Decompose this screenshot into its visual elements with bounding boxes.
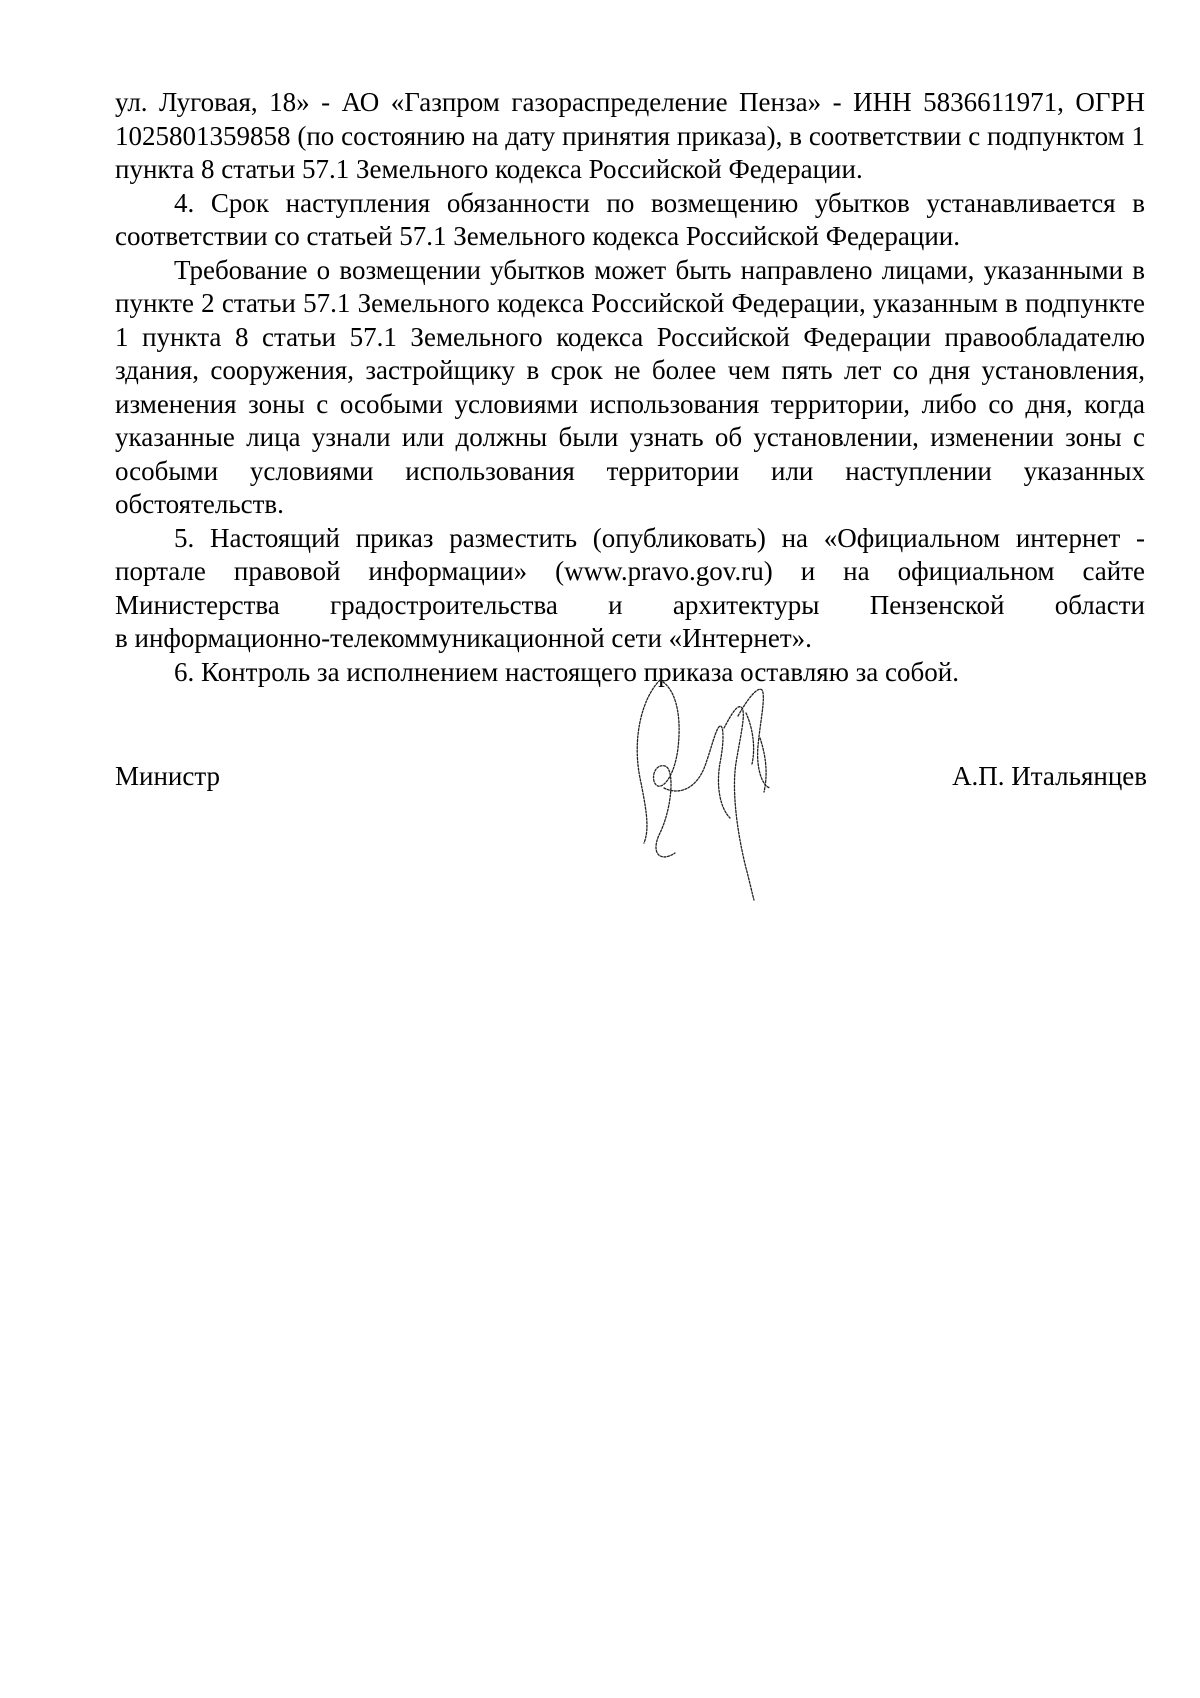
handwritten-signature-icon [620, 668, 790, 908]
signatory-name: А.П. Итальянцев [952, 761, 1147, 791]
paragraph-item-4: 4. Срок наступления обязанности по возмещению убытков устанавливается в соответствии со статьей 57.1 Земельного кодекса Российской Федерации. [115, 187, 1145, 251]
paragraph-item-6: 6. Контроль за исполнением настоящего приказа оставляю за собой. [174, 656, 959, 687]
paragraph-continuation: ул. Луговая, 18» - АО «Газпром газораспределение Пенза» - ИНН 5836611971, ОГРН 1025801359858 (по состоянию на дату принятия приказа), в соответствии с подпунктом 1 пункта 8 статьи 57.1 Земельного кодекса Российской Федерации. [115, 87, 1145, 184]
signatory-title: Министр [115, 761, 220, 791]
document-body [115, 86, 1145, 689]
paragraph-item-5-part2: в информационно-телекоммуникационной сети «Интернет». [115, 623, 812, 653]
paragraph-claim-requirement: Требование о возмещении убытков может быть направлено лицами, указанными в пункте 2 статьи 57.1 Земельного кодекса Российской Федерации, указанным в подпункте 1 пункта 8 статьи 57.1 Земельного кодекса Российской Федерации правообладателю здания, сооружения, застройщику в срок не более чем пять лет со дня установления, изменения зоны с особыми условиями использования территории, либо со дня, когда указанные лица узнали или должны были узнать об установлении, изменении зоны с особыми условиями использования территории или наступлении указанных обстоятельств. [115, 254, 1145, 519]
paragraph-item-5-part1: 5. Настоящий приказ разместить (опубликовать) на «Официальном интернет - портале правовой информации» (www.pravo.gov.ru) и на официальном сайте Министерства градостроительства и архитектуры Пензенской области [115, 522, 1145, 620]
